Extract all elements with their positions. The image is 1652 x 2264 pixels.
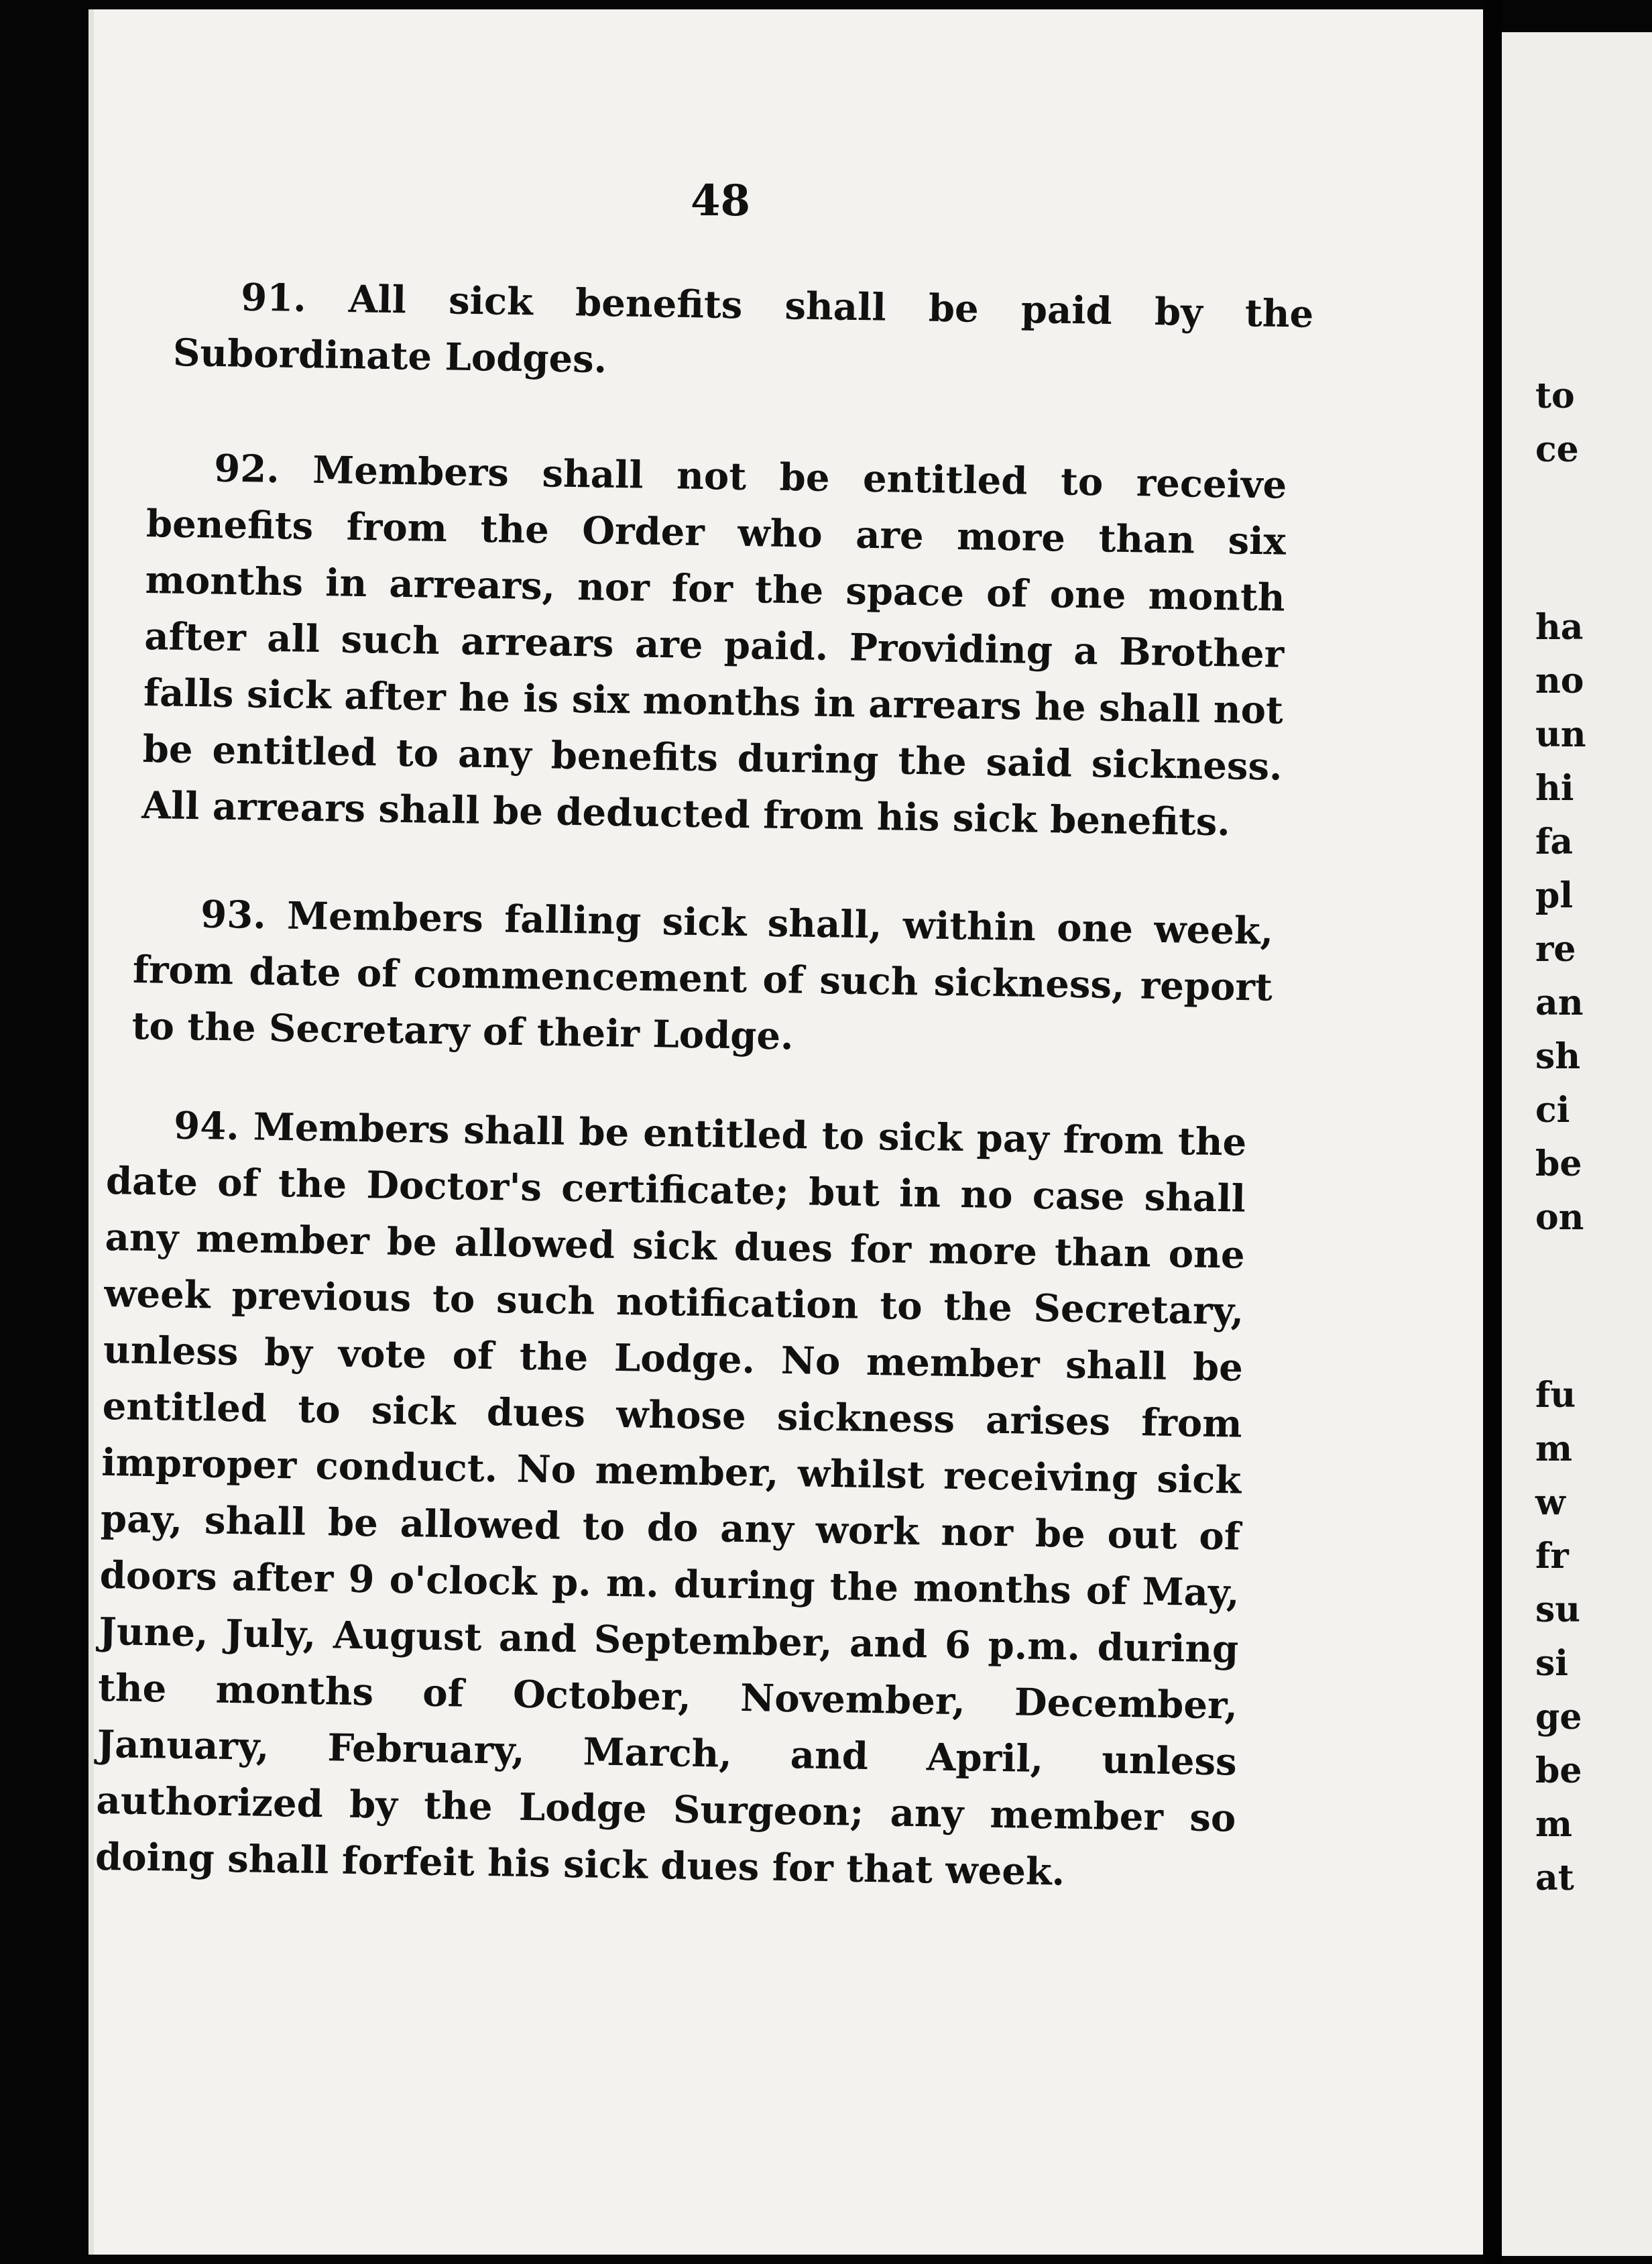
paragraph-94 bbox=[95, 1096, 1247, 1903]
paragraph-93-text: 93. Members falling sick shall, within one week, from date of commencement of such sickness, report to the Secretary of their Lodge. bbox=[131, 892, 1274, 1059]
facing-page-text bbox=[1535, 0, 1652, 2264]
facing-fragment: si bbox=[1535, 1643, 1569, 1684]
paragraph-93 bbox=[131, 885, 1274, 1072]
facing-fragment: re bbox=[1535, 929, 1576, 970]
facing-fragment: su bbox=[1535, 1589, 1581, 1630]
facing-fragment: ha bbox=[1535, 607, 1584, 648]
facing-fragment: on bbox=[1535, 1197, 1584, 1238]
facing-fragment: to bbox=[1535, 376, 1575, 416]
facing-fragment: hi bbox=[1535, 768, 1574, 809]
facing-fragment: m bbox=[1535, 1428, 1573, 1469]
page-number: 48 bbox=[691, 176, 751, 226]
facing-fragment: sh bbox=[1535, 1036, 1581, 1077]
facing-fragment: ci bbox=[1535, 1090, 1570, 1131]
facing-fragment: pl bbox=[1535, 875, 1574, 916]
facing-fragment: fr bbox=[1535, 1536, 1569, 1577]
page-gutter bbox=[1483, 0, 1502, 2264]
facing-fragment: m bbox=[1535, 1804, 1573, 1845]
facing-fragment: an bbox=[1535, 982, 1584, 1023]
facing-fragment: be bbox=[1535, 1750, 1582, 1791]
facing-fragment: fa bbox=[1535, 822, 1574, 862]
facing-fragment: fu bbox=[1535, 1375, 1576, 1416]
facing-fragment: be bbox=[1535, 1143, 1582, 1184]
facing-fragment: no bbox=[1535, 661, 1584, 701]
facing-fragment: at bbox=[1535, 1858, 1574, 1899]
paragraph-91-text: 91. All sick benefits shall be paid by the Subordinate Lodges. bbox=[172, 275, 1314, 382]
facing-fragment: ge bbox=[1535, 1697, 1582, 1738]
paragraph-92-text: 92. Members shall not be entitled to receive benefits from the Order who are more than six months in arrears, nor for the space of one month after all such arrears are paid. Providing a Brother falls sick after he is six months in arrears he shall not be entitled to any benefits during the said sickness. All arrears shall be deducted from his sick benefits. bbox=[141, 446, 1287, 845]
paragraph-91 bbox=[172, 268, 1313, 399]
facing-fragment: ce bbox=[1535, 429, 1579, 470]
facing-fragment: un bbox=[1535, 714, 1586, 755]
paragraph-92 bbox=[141, 439, 1287, 852]
facing-fragment: w bbox=[1535, 1482, 1566, 1523]
paragraph-94-text: 94. Members shall be entitled to sick pay from the date of the Doctor's certificate; but in no case shall any member be allowed sick dues for more than one week previous to such notification to the Secretary, unless by vote of the Lodge. No member shall be entitled to sick dues whose sickness arises from improper conduct. No member, whilst receiving sick pay, shall be allowed to do any work nor be out of doors after 9 o'clock p. m. during the months of May, June, July, August and September, and 6 p.m. during the months of October, November, December, January, February, March, and April, unless authorized by the Lodge Surgeon; any member so doing shall forfeit his sick dues for that week. bbox=[95, 1103, 1247, 1894]
